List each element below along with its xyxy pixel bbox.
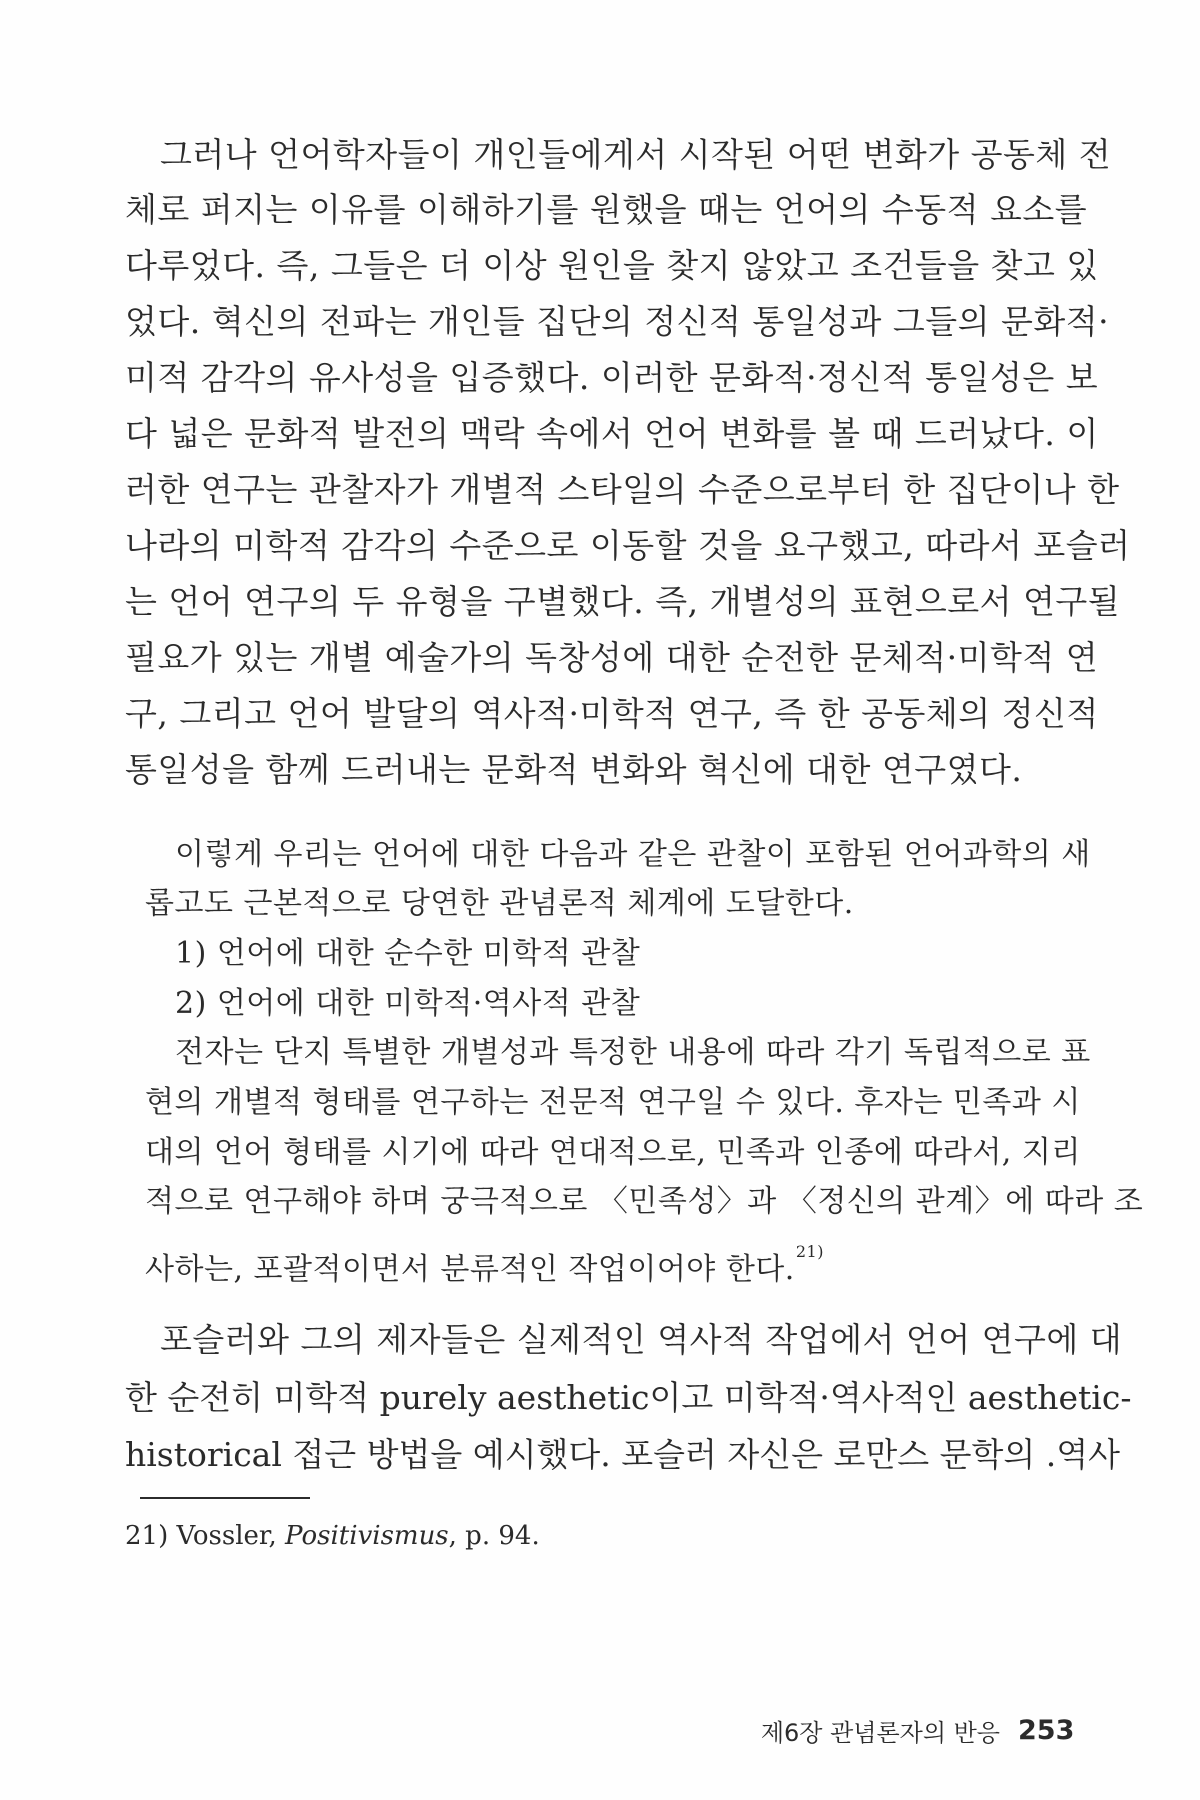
text-line: historical 접근 방법을 예시했다. 포슬러 자신은 로만스 문학의 .역사 [125,1435,1121,1474]
footnote-title: Positivismus [285,1521,449,1551]
text-line: 다루었다. 즉, 그들은 더 이상 원인을 찾지 않았고 조건들을 찾고 있 [125,246,1099,285]
quote-line: 적으로 연구해야 하며 궁극적으로 〈민족성〉과 〈정신의 관계〉에 따라 조 [145,1184,1144,1219]
text-line: 필요가 있는 개별 예술가의 독창성에 대한 순전한 문체적·미학적 연 [125,638,1099,677]
text-line: 는 언어 연구의 두 유형을 구별했다. 즉, 개별성의 표현으로서 연구될 [125,582,1121,621]
quote-last-text: 사하는, 포괄적이면서 분류적인 작업이어야 한다. [145,1252,795,1287]
quote-list-item-1: 1) 언어에 대한 순수한 미학적 관찰 [175,936,641,971]
text-line: 구, 그리고 언어 발달의 역사적·미학적 연구, 즉 한 공동체의 정신적 [125,694,1099,733]
footnote-author: Vossler, [176,1521,277,1551]
text-line: 체로 퍼지는 이유를 이해하기를 원했을 때는 언어의 수동적 요소를 [125,190,1088,229]
quote-line: 현의 개별적 형태를 연구하는 전문적 연구일 수 있다. 후자는 민족과 시 [145,1085,1081,1120]
quote-line: 이렇게 우리는 언어에 대한 다음과 같은 관찰이 포함된 언어과학의 새 [175,837,1091,872]
page-number: 253 [1018,1715,1075,1746]
quote-list-item-2: 2) 언어에 대한 미학적·역사적 관찰 [175,986,641,1021]
text-line: 통일성을 함께 드러내는 문화적 변화와 혁신에 대한 연구였다. [125,750,1023,789]
quote-line: 롭고도 근본적으로 당연한 관념론적 체계에 도달한다. [145,886,854,921]
footnote-reference-21[interactable]: 21) [795,1242,824,1261]
text-line: 한 순전히 미학적 purely aesthetic이고 미학적·역사적인 aesthetic- [125,1378,1132,1417]
text-line: 었다. 혁신의 전파는 개인들 집단의 정신적 통일성과 그들의 문화적· [125,302,1110,341]
text-line: 포슬러와 그의 제자들은 실제적인 역사적 작업에서 언어 연구에 대 [160,1320,1123,1359]
quote-line: 전자는 단지 특별한 개별성과 특정한 내용에 따라 각기 독립적으로 표 [175,1035,1091,1070]
footnote-number: 21) [125,1521,169,1551]
quote-line: 대의 언어 형태를 시기에 따라 연대적으로, 민족과 인종에 따라서, 지리 [145,1135,1081,1170]
footnote-21 [125,1520,540,1552]
text-line: 나라의 미학적 감각의 수준으로 이동할 것을 요구했고, 따라서 포슬러 [125,526,1131,565]
footnote-page: , p. 94. [448,1521,540,1551]
running-footer-chapter: 제6장 관념론자의 반응 [760,1719,1000,1747]
text-line: 그러나 언어학자들이 개인들에게서 시작된 어떤 변화가 공동체 전 [160,135,1112,174]
text-line: 러한 연구는 관찰자가 개별적 스타일의 수준으로부터 한 집단이나 한 [125,470,1120,509]
text-line: 미적 감각의 유사성을 입증했다. 이러한 문화적·정신적 통일성은 보 [125,358,1099,397]
footnote-divider [140,1497,310,1499]
text-line: 다 넓은 문화적 발전의 맥락 속에서 언어 변화를 볼 때 드러났다. 이 [125,414,1099,453]
